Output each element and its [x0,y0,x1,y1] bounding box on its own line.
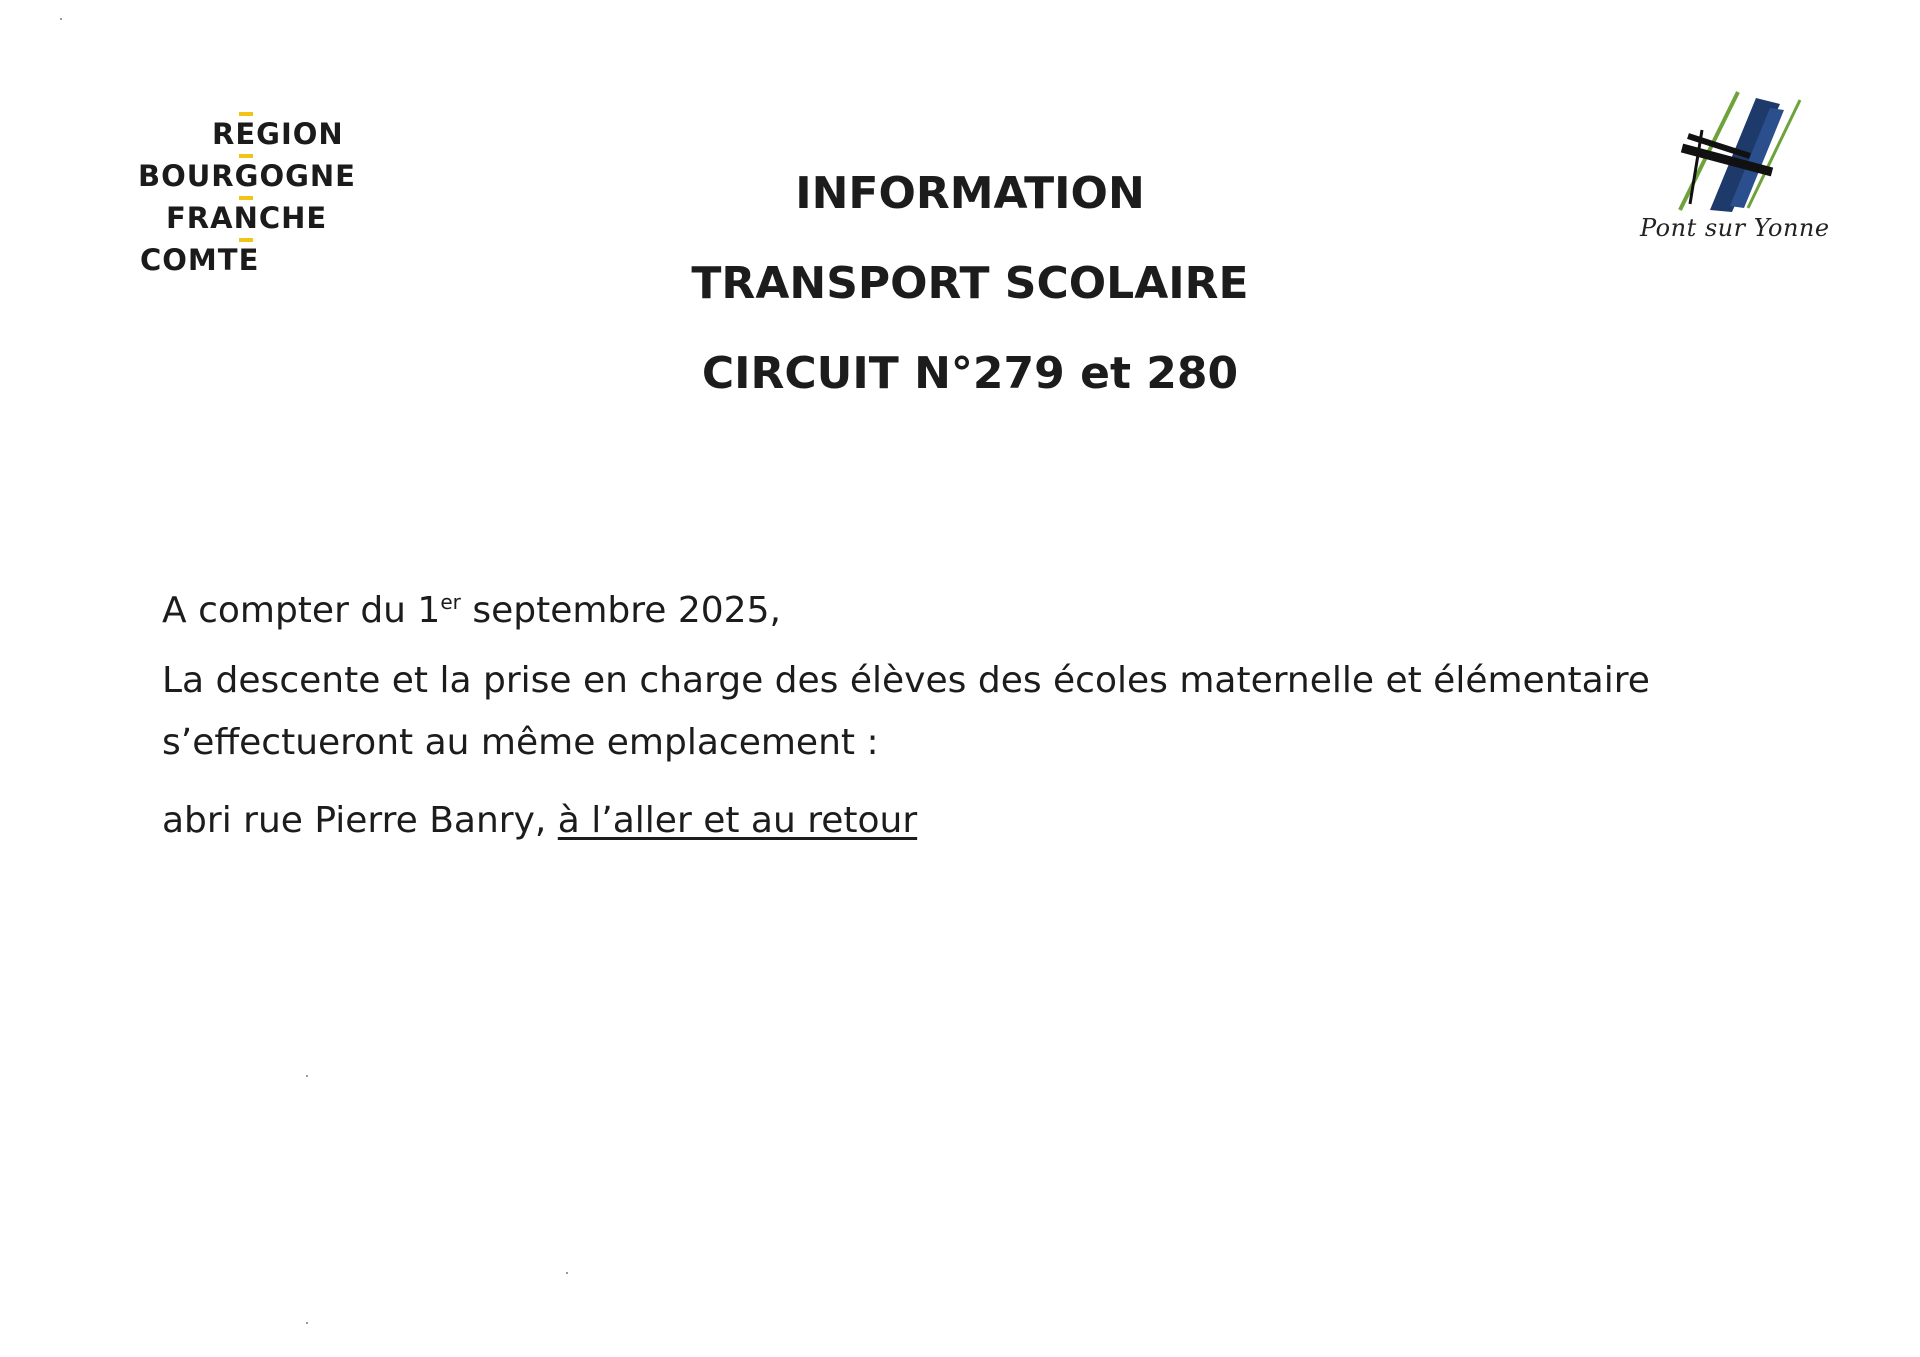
region-logo [138,112,378,282]
scan-speck [306,1075,308,1077]
effective-date-paragraph [162,580,1782,642]
title-block [560,168,1380,442]
town-logo [1630,86,1840,256]
title-transport-scolaire: TRANSPORT SCOLAIRE [691,258,1249,309]
title-circuit: CIRCUIT N°279 et 280 [701,348,1239,399]
region-logo-line-1: REGION [212,117,344,151]
ordinal-suffix: er [440,590,461,614]
scan-speck [60,18,62,20]
scan-speck [306,1322,308,1324]
region-logo-accent-mark [239,154,253,158]
region-logo-accent-mark [239,196,253,200]
region-logo-line-3: FRANCHE [166,201,328,235]
title-information: INFORMATION [795,168,1145,219]
region-logo-accent-mark [239,238,253,242]
effective-date-text: A compter du 1 [162,590,441,631]
town-logo-name: Pont sur Yonne [1640,214,1830,242]
location-paragraph [162,790,1782,852]
effective-date-text-end: septembre 2025, [460,590,781,631]
notice-body [162,580,1782,868]
scan-speck [566,1272,568,1274]
town-logo-emblem-icon [1630,86,1840,216]
region-logo-line-4: COMTE [140,243,260,277]
location-emphasis: à l’aller et au retour [557,800,918,841]
location-text: abri rue Pierre Banry, [162,800,558,841]
region-logo-accent-mark [239,112,253,116]
pickup-dropoff-paragraph: La descente et la prise en charge des élèves des écoles maternelle et élémentaire s’effectueront au même emplacement : [162,660,1650,763]
region-logo-line-2: BOURGOGNE [138,159,356,193]
